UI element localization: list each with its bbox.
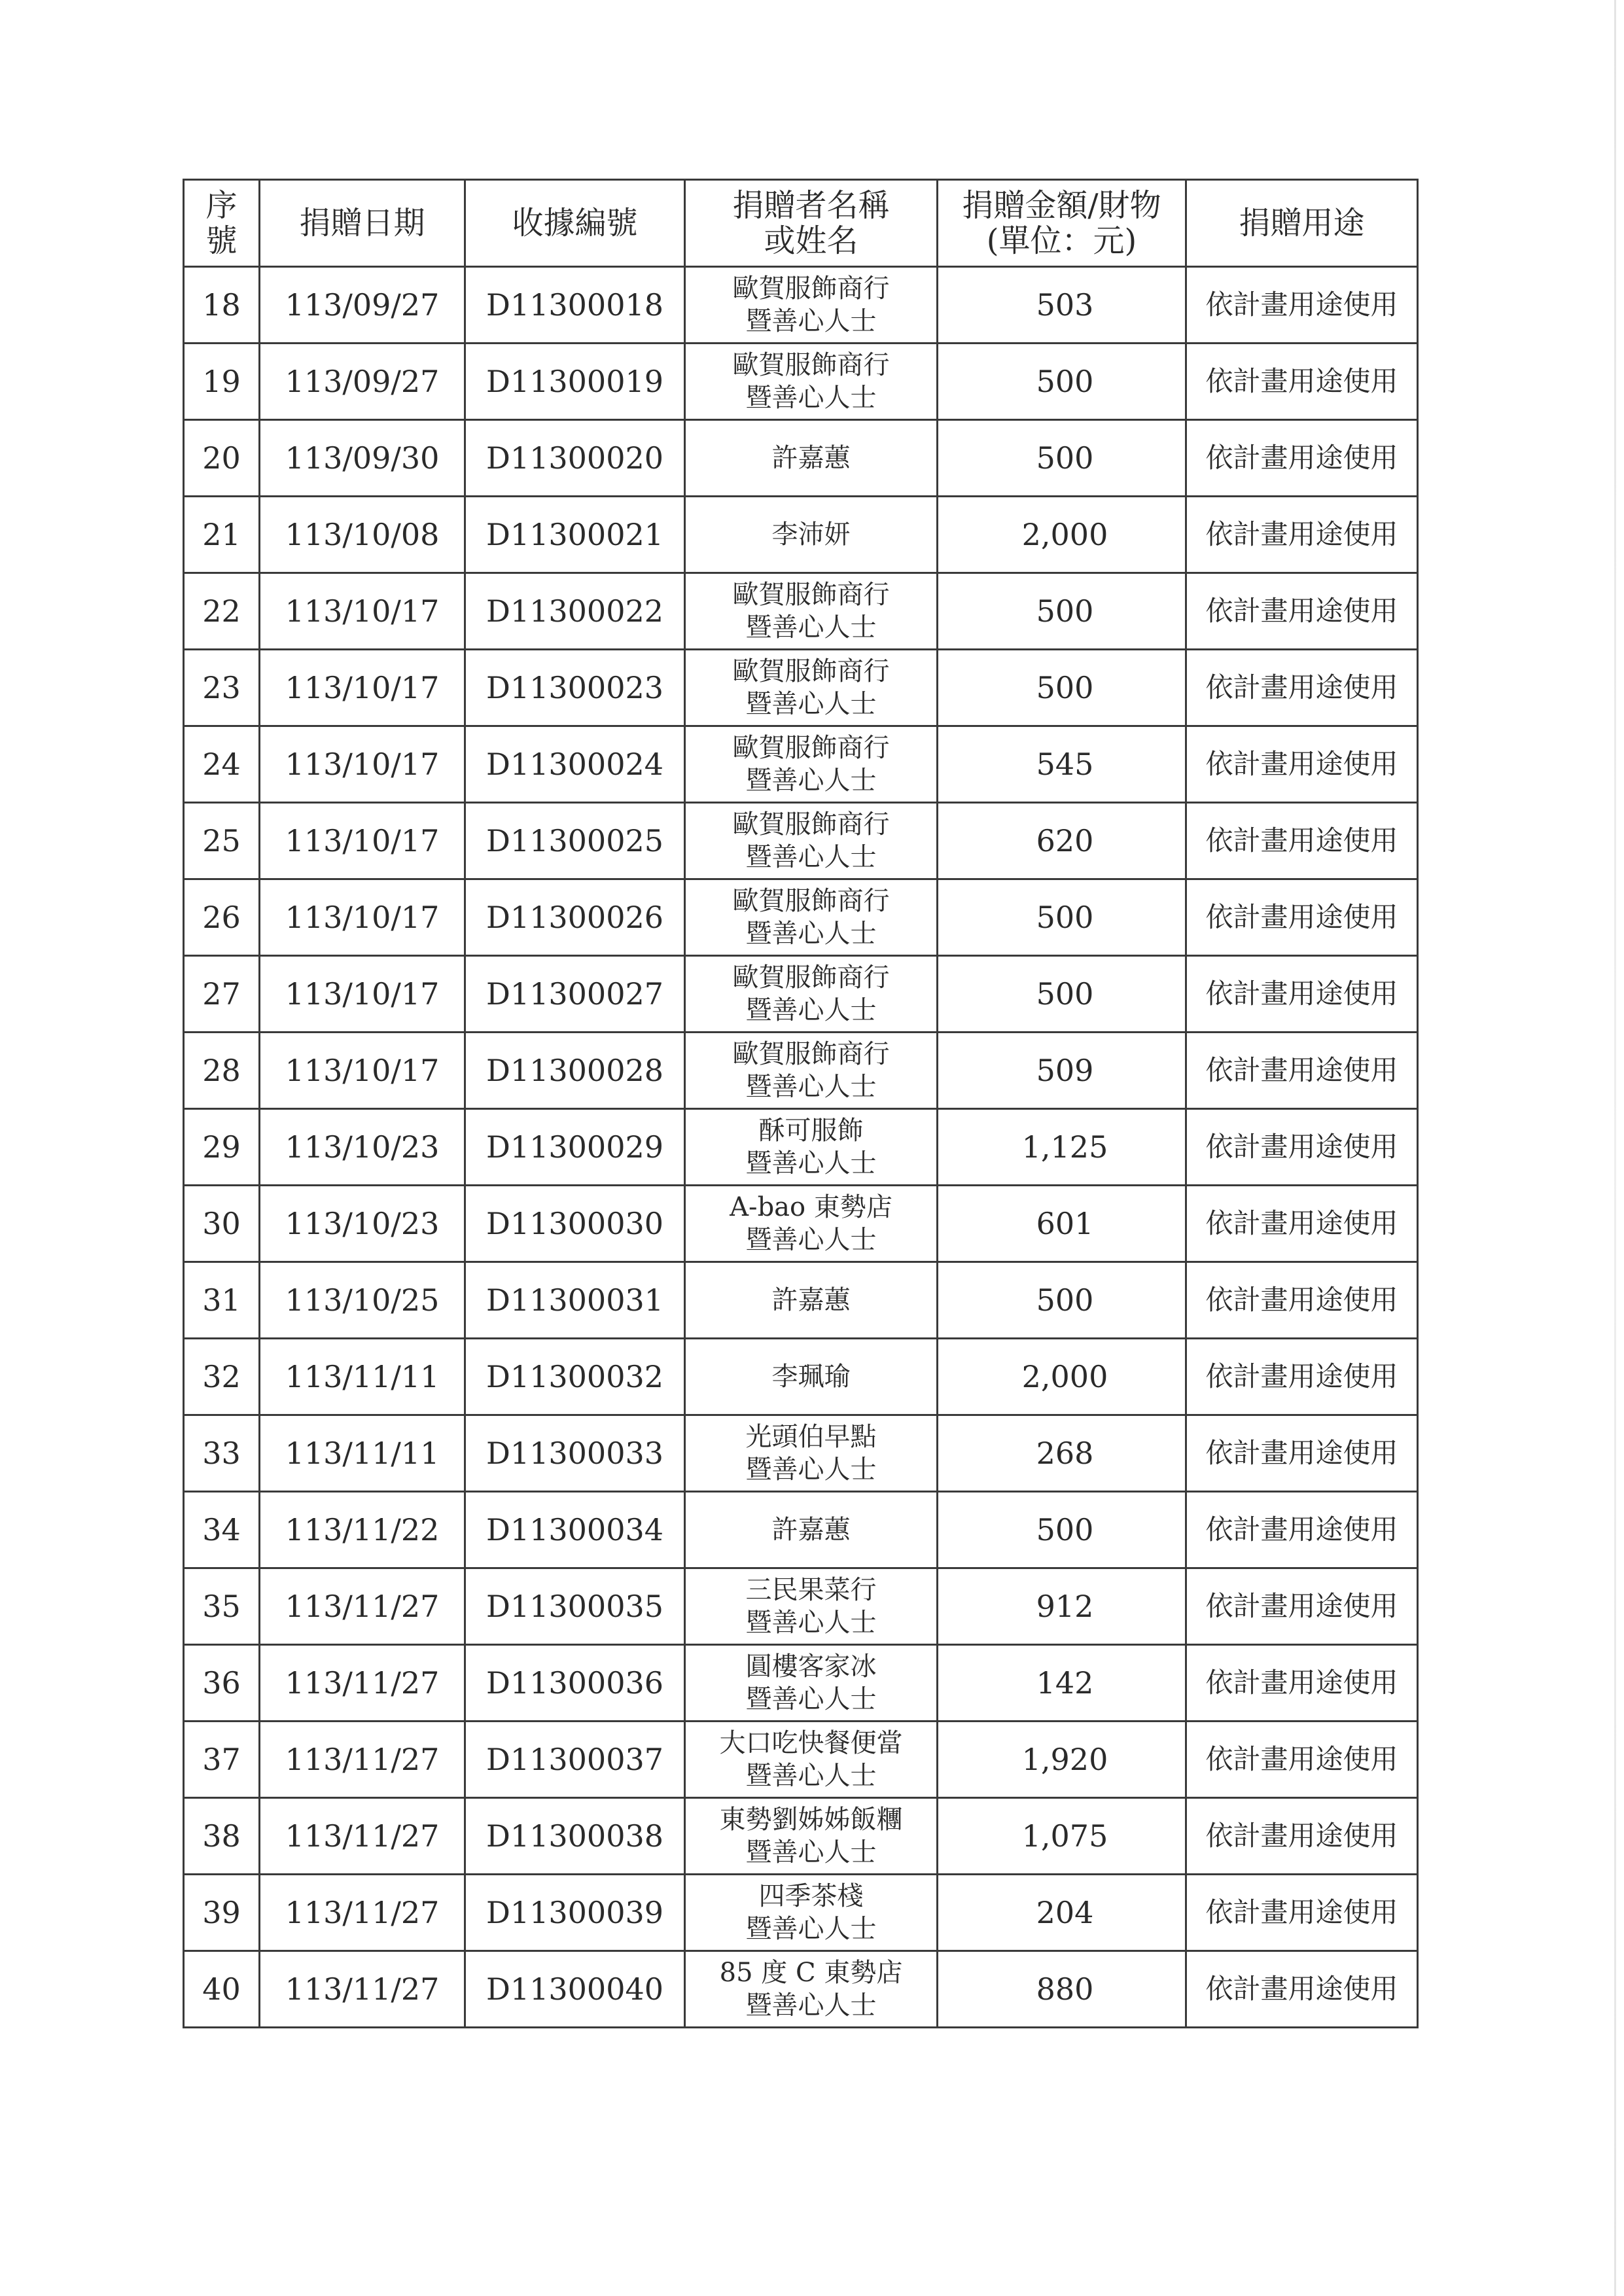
- cell-usage: 依計畫用途使用: [1186, 1875, 1418, 1951]
- cell-usage: 依計畫用途使用: [1186, 650, 1418, 726]
- donor-name-line: 許嘉蕙: [771, 1285, 851, 1315]
- table-row: [184, 267, 1418, 344]
- donor-name-line: 東勢劉姊姊飯糰: [719, 1805, 903, 1835]
- header-receipt: 收據編號: [465, 180, 685, 267]
- cell-date: 113/10/17: [260, 650, 465, 726]
- cell-date: 113/11/27: [260, 1798, 465, 1875]
- table-row: [184, 1109, 1418, 1186]
- cell-receipt: D11300019: [465, 344, 685, 420]
- donor-name-line: 歐賀服飾商行: [732, 350, 890, 380]
- cell-usage: 依計畫用途使用: [1186, 1722, 1418, 1798]
- cell-seq: 38: [184, 1798, 260, 1875]
- scan-page-edge: [1614, 0, 1616, 2296]
- cell-donor: [685, 879, 938, 956]
- cell-receipt: D11300035: [465, 1568, 685, 1645]
- cell-donor: [685, 497, 938, 573]
- cell-receipt: D11300036: [465, 1645, 685, 1722]
- cell-donor: [685, 1492, 938, 1568]
- cell-amount: 500: [938, 650, 1186, 726]
- cell-receipt: D11300039: [465, 1875, 685, 1951]
- cell-usage: 依計畫用途使用: [1186, 1109, 1418, 1186]
- cell-donor: [685, 803, 938, 879]
- cell-date: 113/10/23: [260, 1109, 465, 1186]
- cell-receipt: D11300031: [465, 1262, 685, 1339]
- donor-name-line: 歐賀服飾商行: [732, 733, 890, 763]
- cell-amount: 268: [938, 1415, 1186, 1492]
- cell-amount: 2,000: [938, 1339, 1186, 1415]
- cell-date: 113/11/27: [260, 1875, 465, 1951]
- cell-usage: 依計畫用途使用: [1186, 1033, 1418, 1109]
- cell-donor: [685, 1109, 938, 1186]
- cell-amount: 601: [938, 1186, 1186, 1262]
- header-amount: [938, 180, 1186, 267]
- cell-amount: 500: [938, 879, 1186, 956]
- cell-seq: 31: [184, 1262, 260, 1339]
- table-body: [184, 267, 1418, 2028]
- cell-usage: 依計畫用途使用: [1186, 1262, 1418, 1339]
- donor-name-line: 暨善心人士: [745, 1148, 877, 1178]
- cell-date: 113/10/08: [260, 497, 465, 573]
- cell-date: 113/10/17: [260, 1033, 465, 1109]
- header-amount-line2: (單位：元): [986, 222, 1137, 259]
- cell-donor: [685, 1951, 938, 2028]
- cell-seq: 21: [184, 497, 260, 573]
- cell-seq: 25: [184, 803, 260, 879]
- table-row: [184, 420, 1418, 497]
- donor-name-line: 暨善心人士: [745, 689, 877, 719]
- cell-usage: 依計畫用途使用: [1186, 497, 1418, 573]
- cell-donor: [685, 1798, 938, 1875]
- donor-name-line: 歐賀服飾商行: [732, 809, 890, 839]
- donor-name-line: 暨善心人士: [745, 383, 877, 413]
- cell-amount: 912: [938, 1568, 1186, 1645]
- cell-receipt: D11300023: [465, 650, 685, 726]
- donor-name-line: 歐賀服飾商行: [732, 274, 890, 304]
- cell-seq: 33: [184, 1415, 260, 1492]
- table-row: [184, 879, 1418, 956]
- cell-donor: [685, 1033, 938, 1109]
- donor-name-line: 歐賀服飾商行: [732, 886, 890, 916]
- cell-seq: 24: [184, 726, 260, 803]
- table-row: [184, 1951, 1418, 2028]
- donor-name-line: 暨善心人士: [745, 1072, 877, 1102]
- cell-seq: 30: [184, 1186, 260, 1262]
- cell-date: 113/11/11: [260, 1415, 465, 1492]
- table-row: [184, 497, 1418, 573]
- cell-date: 113/11/27: [260, 1645, 465, 1722]
- table-row: [184, 1186, 1418, 1262]
- cell-usage: 依計畫用途使用: [1186, 1568, 1418, 1645]
- cell-receipt: D11300029: [465, 1109, 685, 1186]
- cell-amount: 500: [938, 420, 1186, 497]
- cell-seq: 22: [184, 573, 260, 650]
- table-row: [184, 1415, 1418, 1492]
- cell-amount: 1,075: [938, 1798, 1186, 1875]
- donor-name-line: 暨善心人士: [745, 766, 877, 796]
- table-row: [184, 726, 1418, 803]
- cell-usage: 依計畫用途使用: [1186, 1186, 1418, 1262]
- cell-usage: 依計畫用途使用: [1186, 1645, 1418, 1722]
- cell-donor: [685, 1875, 938, 1951]
- donor-name-line: 暨善心人士: [745, 842, 877, 872]
- cell-seq: 29: [184, 1109, 260, 1186]
- header-amount-line1: 捐贈金額/財物: [962, 187, 1161, 224]
- cell-receipt: D11300040: [465, 1951, 685, 2028]
- cell-seq: 23: [184, 650, 260, 726]
- donor-name-line: 暨善心人士: [745, 1455, 877, 1485]
- cell-seq: 18: [184, 267, 260, 344]
- cell-date: 113/10/17: [260, 879, 465, 956]
- table-row: [184, 956, 1418, 1033]
- donor-name-line: 暨善心人士: [745, 1761, 877, 1791]
- donor-name-line: 暨善心人士: [745, 612, 877, 643]
- cell-seq: 39: [184, 1875, 260, 1951]
- header-usage: 捐贈用途: [1186, 180, 1418, 267]
- donor-name-line: 光頭伯早點: [745, 1422, 877, 1452]
- header-seq: [184, 180, 260, 267]
- cell-amount: 503: [938, 267, 1186, 344]
- cell-usage: 依計畫用途使用: [1186, 956, 1418, 1033]
- cell-amount: 500: [938, 1262, 1186, 1339]
- donation-ledger-table: [183, 179, 1419, 2028]
- donor-name-line: 歐賀服飾商行: [732, 580, 890, 610]
- table-row: [184, 1722, 1418, 1798]
- cell-receipt: D11300033: [465, 1415, 685, 1492]
- cell-seq: 40: [184, 1951, 260, 2028]
- header-row: [184, 180, 1418, 267]
- donor-name-line: 李珮瑜: [771, 1362, 851, 1392]
- table-row: [184, 1568, 1418, 1645]
- donor-name-line: 暨善心人士: [745, 1225, 877, 1255]
- cell-seq: 37: [184, 1722, 260, 1798]
- cell-donor: [685, 1645, 938, 1722]
- cell-donor: [685, 573, 938, 650]
- cell-seq: 28: [184, 1033, 260, 1109]
- cell-receipt: D11300038: [465, 1798, 685, 1875]
- cell-donor: [685, 1262, 938, 1339]
- donor-name-line: 李沛妍: [771, 520, 851, 550]
- cell-seq: 19: [184, 344, 260, 420]
- table-row: [184, 1262, 1418, 1339]
- donor-name-line: 暨善心人士: [745, 1837, 877, 1867]
- cell-usage: 依計畫用途使用: [1186, 803, 1418, 879]
- donor-name-line: 酥可服飾: [758, 1116, 864, 1146]
- header-seq-line2: 號: [205, 222, 238, 259]
- cell-amount: 500: [938, 344, 1186, 420]
- cell-receipt: D11300021: [465, 497, 685, 573]
- donor-name-line: 暨善心人士: [745, 995, 877, 1025]
- cell-seq: 36: [184, 1645, 260, 1722]
- cell-receipt: D11300028: [465, 1033, 685, 1109]
- donor-name-line: 四季茶棧: [758, 1881, 864, 1911]
- cell-receipt: D11300027: [465, 956, 685, 1033]
- cell-receipt: D11300020: [465, 420, 685, 497]
- cell-receipt: D11300037: [465, 1722, 685, 1798]
- cell-usage: 依計畫用途使用: [1186, 420, 1418, 497]
- donor-name-line: A-bao 東勢店: [730, 1192, 892, 1222]
- cell-usage: 依計畫用途使用: [1186, 1798, 1418, 1875]
- table-row: [184, 1875, 1418, 1951]
- cell-donor: [685, 956, 938, 1033]
- cell-date: 113/11/27: [260, 1568, 465, 1645]
- cell-date: 113/11/27: [260, 1722, 465, 1798]
- cell-donor: [685, 1415, 938, 1492]
- table-row: [184, 1339, 1418, 1415]
- header-seq-line1: 序: [205, 187, 238, 224]
- cell-donor: [685, 726, 938, 803]
- table-row: [184, 1033, 1418, 1109]
- header-donor-line1: 捐贈者名稱: [732, 187, 890, 224]
- cell-date: 113/10/17: [260, 803, 465, 879]
- donor-name-line: 暨善心人士: [745, 306, 877, 336]
- cell-amount: 1,125: [938, 1109, 1186, 1186]
- cell-date: 113/10/17: [260, 956, 465, 1033]
- cell-usage: 依計畫用途使用: [1186, 1951, 1418, 2028]
- cell-amount: 142: [938, 1645, 1186, 1722]
- cell-date: 113/10/17: [260, 573, 465, 650]
- donor-name-line: 許嘉蕙: [771, 1515, 851, 1545]
- donor-name-line: 歐賀服飾商行: [732, 963, 890, 993]
- cell-usage: 依計畫用途使用: [1186, 1415, 1418, 1492]
- cell-date: 113/09/30: [260, 420, 465, 497]
- cell-usage: 依計畫用途使用: [1186, 879, 1418, 956]
- cell-donor: [685, 1186, 938, 1262]
- cell-receipt: D11300030: [465, 1186, 685, 1262]
- cell-amount: 1,920: [938, 1722, 1186, 1798]
- cell-amount: 2,000: [938, 497, 1186, 573]
- cell-date: 113/09/27: [260, 267, 465, 344]
- cell-seq: 32: [184, 1339, 260, 1415]
- cell-date: 113/11/22: [260, 1492, 465, 1568]
- cell-seq: 27: [184, 956, 260, 1033]
- cell-donor: [685, 1568, 938, 1645]
- cell-receipt: D11300024: [465, 726, 685, 803]
- donor-name-line: 暨善心人士: [745, 1990, 877, 2021]
- header-donor-line2: 或姓名: [764, 222, 858, 259]
- cell-usage: 依計畫用途使用: [1186, 1339, 1418, 1415]
- donor-name-line: 大口吃快餐便當: [719, 1728, 903, 1758]
- donor-name-line: 暨善心人士: [745, 1608, 877, 1638]
- cell-receipt: D11300025: [465, 803, 685, 879]
- cell-receipt: D11300026: [465, 879, 685, 956]
- donor-name-line: 圓樓客家冰: [745, 1651, 877, 1682]
- cell-date: 113/10/25: [260, 1262, 465, 1339]
- cell-date: 113/09/27: [260, 344, 465, 420]
- header-donor: [685, 180, 938, 267]
- cell-date: 113/11/27: [260, 1951, 465, 2028]
- cell-date: 113/10/17: [260, 726, 465, 803]
- cell-date: 113/10/23: [260, 1186, 465, 1262]
- cell-donor: [685, 420, 938, 497]
- cell-seq: 35: [184, 1568, 260, 1645]
- donor-name-line: 暨善心人士: [745, 1914, 877, 1944]
- cell-seq: 20: [184, 420, 260, 497]
- cell-donor: [685, 650, 938, 726]
- cell-receipt: D11300022: [465, 573, 685, 650]
- cell-amount: 204: [938, 1875, 1186, 1951]
- cell-donor: [685, 1722, 938, 1798]
- donor-name-line: 暨善心人士: [745, 1684, 877, 1714]
- table-row: [184, 803, 1418, 879]
- donor-name-line: 歐賀服飾商行: [732, 656, 890, 686]
- table-row: [184, 573, 1418, 650]
- cell-amount: 880: [938, 1951, 1186, 2028]
- donor-name-line: 三民果菜行: [745, 1575, 877, 1605]
- table-row: [184, 1645, 1418, 1722]
- table-row: [184, 1798, 1418, 1875]
- table-row: [184, 650, 1418, 726]
- cell-usage: 依計畫用途使用: [1186, 344, 1418, 420]
- cell-amount: 500: [938, 573, 1186, 650]
- donor-name-line: 85 度 C 東勢店: [719, 1958, 903, 1988]
- cell-donor: [685, 1339, 938, 1415]
- cell-amount: 500: [938, 956, 1186, 1033]
- cell-amount: 509: [938, 1033, 1186, 1109]
- cell-date: 113/11/11: [260, 1339, 465, 1415]
- table-header: [184, 180, 1418, 267]
- cell-usage: 依計畫用途使用: [1186, 573, 1418, 650]
- header-date: 捐贈日期: [260, 180, 465, 267]
- cell-donor: [685, 267, 938, 344]
- cell-receipt: D11300018: [465, 267, 685, 344]
- cell-receipt: D11300032: [465, 1339, 685, 1415]
- cell-receipt: D11300034: [465, 1492, 685, 1568]
- cell-seq: 26: [184, 879, 260, 956]
- cell-usage: 依計畫用途使用: [1186, 726, 1418, 803]
- donor-name-line: 許嘉蕙: [771, 443, 851, 473]
- cell-usage: 依計畫用途使用: [1186, 267, 1418, 344]
- donor-name-line: 歐賀服飾商行: [732, 1039, 890, 1069]
- cell-amount: 545: [938, 726, 1186, 803]
- table-row: [184, 1492, 1418, 1568]
- cell-amount: 500: [938, 1492, 1186, 1568]
- cell-usage: 依計畫用途使用: [1186, 1492, 1418, 1568]
- cell-donor: [685, 344, 938, 420]
- cell-amount: 620: [938, 803, 1186, 879]
- cell-seq: 34: [184, 1492, 260, 1568]
- table-row: [184, 344, 1418, 420]
- donor-name-line: 暨善心人士: [745, 919, 877, 949]
